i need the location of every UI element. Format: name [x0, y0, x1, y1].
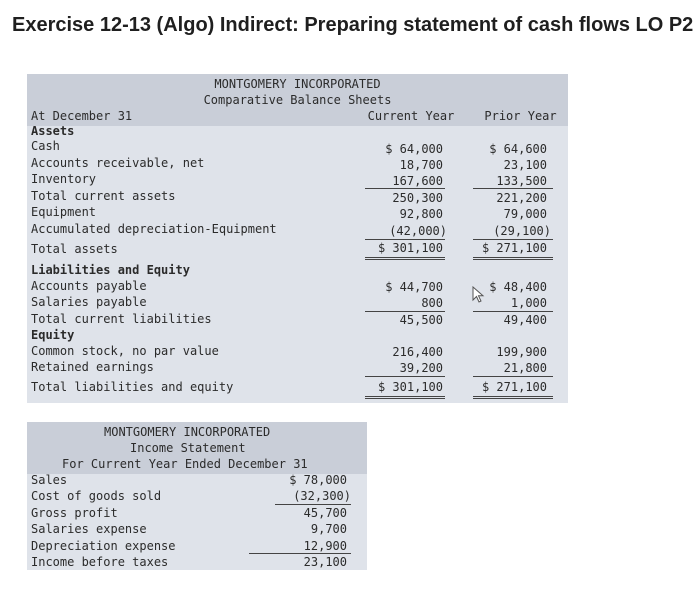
underline — [473, 239, 553, 240]
mouse-cursor-icon — [472, 286, 486, 304]
bs-row-label: Salaries payable — [31, 295, 147, 309]
bs-row-current: 18,700 — [399, 158, 443, 172]
bs-row-label: Accounts receivable, net — [31, 156, 205, 170]
is-row-value: 9,700 — [310, 522, 347, 536]
bs-row-label: Accounts payable — [31, 279, 147, 293]
double-underline — [473, 257, 553, 260]
bs-row-current: 216,400 — [392, 345, 443, 359]
bs-row-current: $ 64,000 — [385, 142, 443, 156]
income-statement-table — [27, 422, 367, 570]
underline — [275, 504, 351, 505]
bs-row-prior: 221,200 — [496, 191, 547, 205]
double-underline — [365, 257, 445, 260]
bs-row-label: Total liabilities and equity — [31, 380, 234, 394]
bs-row-prior: (29,100) — [493, 224, 551, 238]
bs-col-prior: Prior Year — [484, 109, 557, 123]
is-row-label: Income before taxes — [31, 555, 169, 569]
bs-row-current: 250,300 — [392, 191, 443, 205]
underline — [365, 239, 445, 240]
bs-subtitle: Comparative Balance Sheets — [203, 93, 392, 107]
bs-row-prior: 133,500 — [496, 174, 547, 188]
is-period: For Current Year Ended December 31 — [62, 457, 308, 471]
is-row-label: Gross profit — [31, 506, 118, 520]
is-row-value: 23,100 — [303, 555, 347, 569]
bs-row-current: 45,500 — [399, 313, 443, 327]
bs-equity-heading: Equity — [31, 328, 75, 342]
bs-row-label: Cash — [31, 139, 60, 153]
bs-row-label: Accumulated depreciation-Equipment — [31, 222, 277, 236]
is-subtitle: Income Statement — [130, 441, 246, 455]
bs-row-prior: 199,900 — [496, 345, 547, 359]
bs-row-prior: 21,800 — [503, 361, 547, 375]
underline — [365, 188, 445, 189]
bs-row-current: $ 44,700 — [385, 280, 443, 294]
bs-row-current: 167,600 — [392, 174, 443, 188]
bs-row-prior: 23,100 — [503, 158, 547, 172]
bs-liabilities-heading: Liabilities and Equity — [31, 263, 190, 277]
bs-row-prior: 49,400 — [503, 313, 547, 327]
bs-row-current: $ 301,100 — [377, 380, 443, 394]
bs-row-prior: 79,000 — [503, 207, 547, 221]
bs-row-current: 92,800 — [399, 207, 443, 221]
bs-row-current: $ 301,100 — [377, 241, 443, 255]
bs-row-label: Common stock, no par value — [31, 344, 219, 358]
page-title: Exercise 12-13 (Algo) Indirect: Preparing statement of cash flows LO P2 — [12, 14, 694, 36]
is-company-name: MONTGOMERY INCORPORATED — [104, 425, 271, 439]
bs-row-label: Total current liabilities — [31, 312, 212, 326]
bs-row-prior: $ 271,100 — [481, 380, 547, 394]
is-row-label: Depreciation expense — [31, 539, 176, 553]
is-row-value: (32,300) — [293, 489, 351, 503]
bs-row-prior: 1,000 — [510, 296, 547, 310]
balance-sheet-table — [27, 74, 568, 403]
double-underline — [473, 396, 553, 399]
bs-row-current: 39,200 — [399, 361, 443, 375]
underline — [473, 188, 553, 189]
bs-assets-heading: Assets — [31, 124, 75, 138]
bs-row-current: 800 — [421, 296, 443, 310]
bs-row-prior: $ 271,100 — [481, 241, 547, 255]
bs-row-label: Retained earnings — [31, 360, 154, 374]
bs-row-label: Inventory — [31, 172, 97, 186]
bs-row-label: Equipment — [31, 205, 97, 219]
bs-row-label: Total assets — [31, 242, 118, 256]
is-row-value: $ 78,000 — [289, 473, 347, 487]
is-row-label: Salaries expense — [31, 522, 147, 536]
bs-col-current: Current Year — [367, 109, 455, 123]
bs-row-current: (42,000) — [389, 224, 447, 238]
double-underline — [365, 396, 445, 399]
bs-row-prior: $ 64,600 — [489, 142, 547, 156]
underline — [365, 376, 445, 377]
bs-company-name: MONTGOMERY INCORPORATED — [214, 77, 381, 91]
bs-row-prior: $ 48,400 — [489, 280, 547, 294]
bs-date-label: At December 31 — [31, 109, 133, 123]
is-row-label: Cost of goods sold — [31, 489, 162, 503]
bs-row-label: Total current assets — [31, 189, 176, 203]
is-row-label: Sales — [31, 473, 68, 487]
underline — [365, 311, 445, 312]
underline — [249, 553, 351, 554]
underline — [473, 311, 553, 312]
is-row-value: 45,700 — [303, 506, 347, 520]
is-row-value: 12,900 — [303, 539, 347, 553]
underline — [473, 376, 553, 377]
